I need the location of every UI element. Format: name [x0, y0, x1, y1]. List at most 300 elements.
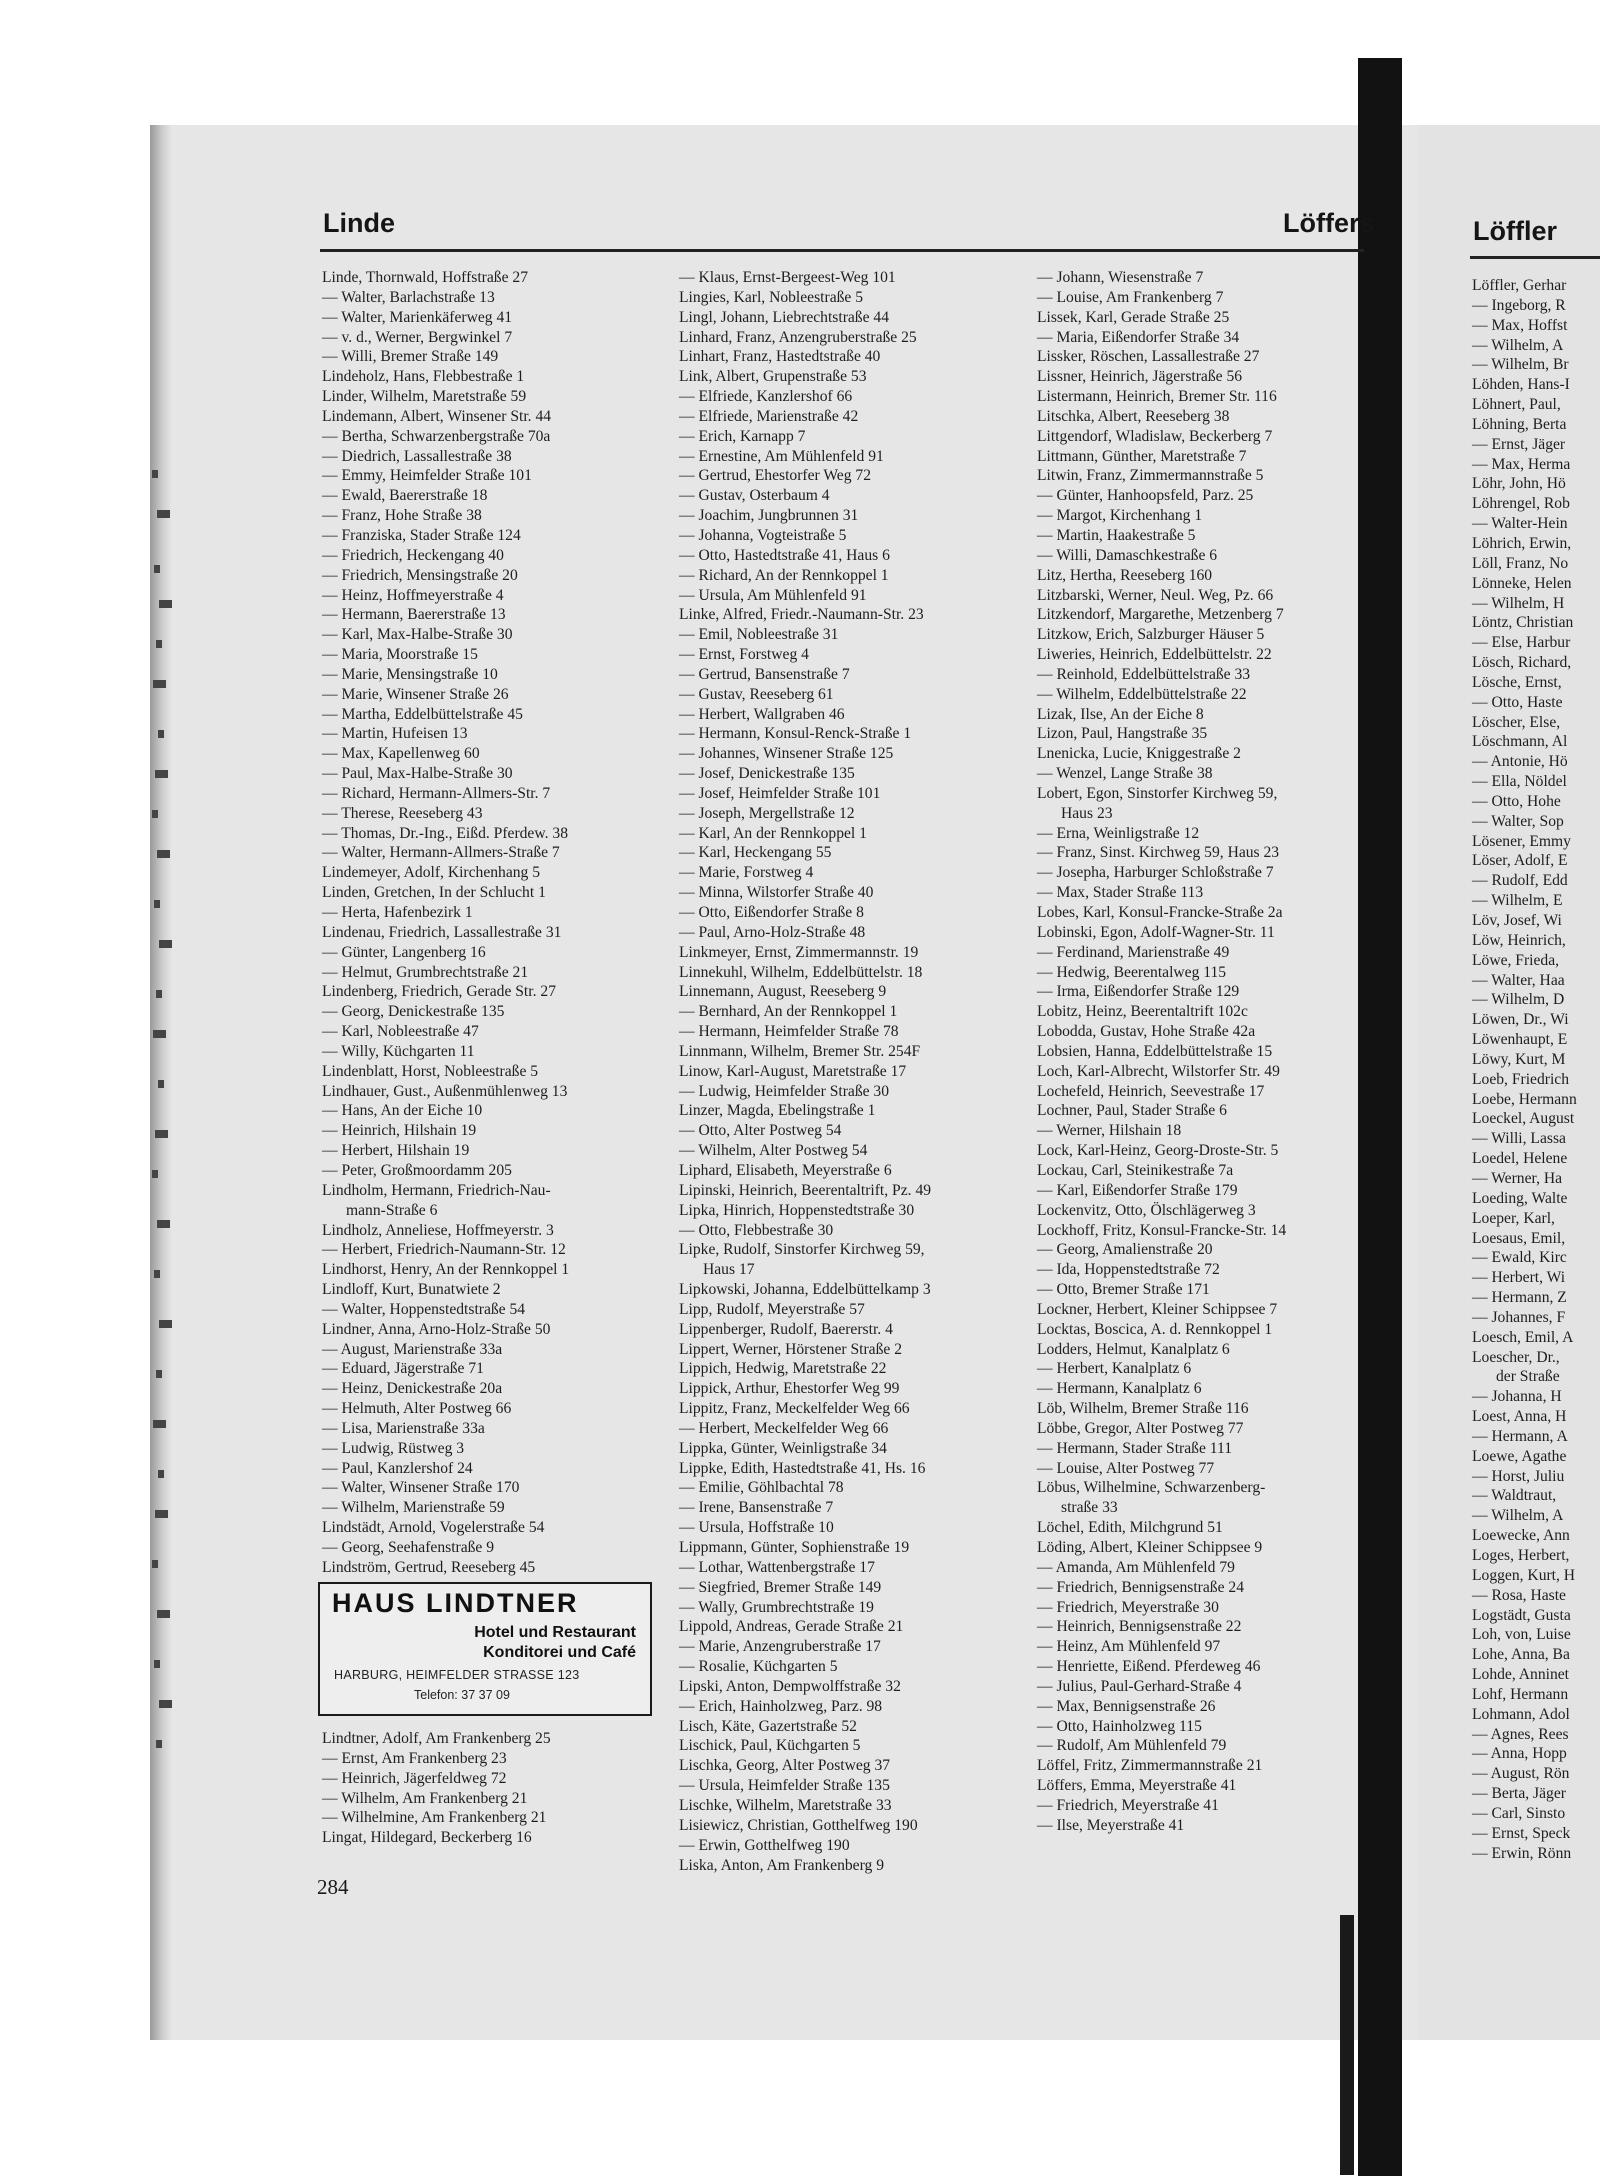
directory-entry: — Hermann, Kanalplatz 6 — [1037, 1380, 1202, 1398]
directory-entry: Lissner, Heinrich, Jägerstraße 56 — [1037, 368, 1243, 386]
directory-entry: — Herbert, Hilshain 19 — [322, 1142, 470, 1160]
directory-entry: — Siegfried, Bremer Straße 149 — [679, 1578, 882, 1596]
directory-entry: Löscher, Else, — [1472, 713, 1561, 731]
directory-entry: — Heinz, Am Mühlenfeld 97 — [1037, 1638, 1221, 1656]
directory-entry: Linder, Wilhelm, Maretstraße 59 — [322, 388, 527, 406]
directory-entry: — Else, Harbur — [1472, 634, 1571, 652]
directory-entry: — Walter, Haa — [1472, 971, 1565, 989]
directory-entry: Loggen, Kurt, H — [1472, 1566, 1576, 1584]
directory-entry: — Hermann, Konsul-Renck-Straße 1 — [679, 725, 912, 743]
edge-mark — [154, 900, 160, 908]
directory-entry: — Wilhelm, Alter Postweg 54 — [679, 1142, 868, 1160]
directory-entry: Löhrengel, Rob — [1472, 495, 1570, 513]
directory-entry: Löhning, Berta — [1472, 415, 1567, 433]
directory-entry: Lindemeyer, Adolf, Kirchenhang 5 — [322, 864, 541, 882]
directory-entry: — Henriette, Eißend. Pferdeweg 46 — [1037, 1658, 1261, 1676]
directory-entry: — Agnes, Rees — [1472, 1725, 1569, 1743]
directory-entry: Lippold, Andreas, Gerade Straße 21 — [679, 1618, 904, 1636]
directory-entry: — Ludwig, Rüstweg 3 — [322, 1439, 465, 1457]
directory-entry: — Berta, Jäger — [1472, 1785, 1566, 1803]
directory-entry: Lischick, Paul, Küchgarten 5 — [679, 1737, 861, 1755]
directory-entry: — Therese, Reeseberg 43 — [322, 804, 483, 822]
directory-entry: — Willi, Lassa — [1472, 1130, 1566, 1148]
directory-entry: — Walter, Winsener Straße 170 — [322, 1479, 520, 1497]
directory-entry: — Herbert, Meckelfelder Weg 66 — [679, 1419, 889, 1437]
directory-entry: — Karl, An der Rennkoppel 1 — [679, 824, 867, 842]
directory-entry: — Ida, Hoppenstedtstraße 72 — [1037, 1261, 1220, 1279]
directory-entry: Lipka, Hinrich, Hoppenstedtstraße 30 — [679, 1201, 915, 1219]
directory-entry: Linde, Thornwald, Hoffstraße 27 — [322, 269, 528, 286]
directory-entry: Lipski, Anton, Dempwolffstraße 32 — [679, 1677, 901, 1695]
directory-entry: — Franz, Hohe Straße 38 — [322, 507, 482, 525]
directory-entry: — Friedrich, Heckengang 40 — [322, 546, 504, 564]
directory-entry: Lnenicka, Lucie, Kniggestraße 2 — [1037, 745, 1241, 763]
directory-entry: — Walter, Barlachstraße 13 — [322, 288, 495, 306]
directory-entry: straße 33 — [1061, 1499, 1118, 1517]
directory-entry: — Heinz, Hoffmeyerstraße 4 — [322, 586, 504, 604]
directory-entry: — Emmy, Heimfelder Straße 101 — [322, 467, 532, 485]
directory-entry: — Johanna, H — [1472, 1388, 1562, 1406]
directory-entry: Lochner, Paul, Stader Straße 6 — [1037, 1102, 1227, 1120]
directory-entry: — Julius, Paul-Gerhard-Straße 4 — [1037, 1677, 1242, 1695]
directory-entry: — Friedrich, Meyerstraße 41 — [1037, 1796, 1219, 1814]
edge-mark — [156, 640, 162, 648]
directory-entry: Loesaus, Emil, — [1472, 1229, 1566, 1247]
directory-entry: — Wilhelm, D — [1472, 991, 1565, 1009]
directory-entry: — Gustav, Osterbaum 4 — [679, 487, 830, 505]
directory-entry: — Lothar, Wattenbergstraße 17 — [679, 1558, 875, 1576]
directory-entry: — Günter, Langenberg 16 — [322, 943, 486, 961]
directory-entry: — Wilhelm, A — [1472, 1507, 1564, 1525]
directory-entry: Lock, Karl-Heinz, Georg-Droste-Str. 5 — [1037, 1142, 1279, 1160]
directory-entry: Lockenvitz, Otto, Ölschlägerweg 3 — [1037, 1201, 1256, 1219]
directory-entry: — Anna, Hopp — [1472, 1745, 1567, 1763]
directory-entry: Lobes, Karl, Konsul-Francke-Straße 2a — [1037, 904, 1283, 921]
directory-entry: Lisch, Käte, Gazertstraße 52 — [679, 1717, 857, 1735]
directory-entry: Loeb, Friedrich — [1472, 1070, 1569, 1088]
directory-entry: — Ernst, Jäger — [1472, 435, 1566, 453]
directory-entry: Liphard, Elisabeth, Meyerstraße 6 — [679, 1161, 892, 1179]
directory-entry: Linkmeyer, Ernst, Zimmermannstr. 19 — [679, 943, 919, 961]
directory-entry: Lockhoff, Fritz, Konsul-Francke-Str. 14 — [1037, 1221, 1287, 1239]
directory-entry: — Otto, Flebbestraße 30 — [679, 1221, 834, 1239]
directory-entry: Loewe, Agathe — [1472, 1447, 1567, 1465]
directory-entry: — Elfriede, Kanzlershof 66 — [679, 388, 853, 406]
directory-entry: Löschmann, Al — [1472, 733, 1568, 751]
directory-entry: — Willi, Damaschkestraße 6 — [1037, 546, 1218, 564]
directory-entry: Lingat, Hildegard, Beckerberg 16 — [322, 1829, 532, 1847]
directory-entry: — Rosa, Haste — [1472, 1586, 1566, 1604]
directory-entry: Löbus, Wilhelmine, Schwarzenberg- — [1037, 1479, 1266, 1497]
edge-mark — [159, 1320, 172, 1328]
directory-entry: — Max, Herma — [1472, 455, 1571, 473]
edge-mark — [154, 1270, 160, 1278]
directory-entry: Lindhorst, Henry, An der Rennkoppel 1 — [322, 1261, 570, 1279]
directory-entry: — Helmut, Grumbrechtstraße 21 — [322, 963, 529, 981]
directory-entry: Litzkendorf, Margarethe, Metzenberg 7 — [1037, 606, 1284, 624]
directory-entry: — Ernestine, Am Mühlenfeld 91 — [679, 447, 884, 465]
directory-entry: Locktas, Boscica, A. d. Rennkoppel 1 — [1037, 1320, 1273, 1338]
directory-entry: — Gustav, Reeseberg 61 — [679, 685, 834, 703]
directory-entry: Lindstädt, Arnold, Vogelerstraße 54 — [322, 1519, 545, 1537]
directory-entry: Loges, Herbert, — [1472, 1547, 1570, 1564]
directory-entry: Lissker, Röschen, Lassallestraße 27 — [1037, 348, 1260, 366]
ad-line-konditorei: Konditorei und Café — [483, 1644, 636, 1661]
directory-entry: — Paul, Kanzlershof 24 — [322, 1459, 473, 1477]
directory-entry: Löwy, Kurt, M — [1472, 1050, 1566, 1068]
directory-entry: — Walter, Sop — [1472, 812, 1564, 830]
directory-entry: — Johann, Wiesenstraße 7 — [1037, 269, 1204, 286]
directory-entry: — Hans, An der Eiche 10 — [322, 1102, 483, 1120]
directory-entry: Lindeholz, Hans, Flebbestraße 1 — [322, 368, 525, 386]
directory-entry: — Antonie, Hö — [1472, 753, 1568, 771]
directory-column-1-continued — [322, 1729, 551, 1848]
directory-entry: Linhart, Franz, Hastedtstraße 40 — [679, 348, 881, 366]
directory-entry: Loch, Karl-Albrecht, Wilstorfer Str. 49 — [1037, 1062, 1280, 1080]
next-page-running-head: Löffler — [1473, 216, 1557, 246]
edge-mark — [159, 1700, 172, 1708]
directory-entry: — Otto, Hastedtstraße 41, Haus 6 — [679, 546, 890, 564]
directory-entry: Lockner, Herbert, Kleiner Schippsee 7 — [1037, 1300, 1278, 1318]
directory-entry: — Richard, Hermann-Allmers-Str. 7 — [322, 784, 551, 802]
advertisement-box — [318, 1582, 652, 1716]
directory-entry: — Wilhelm, Eddelbüttelstraße 22 — [1037, 685, 1247, 703]
directory-entry: Löffers, Emma, Meyerstraße 41 — [1037, 1777, 1237, 1795]
directory-entry: — Gertrud, Bansenstraße 7 — [679, 665, 850, 683]
directory-entry: — Josef, Denickestraße 135 — [679, 765, 855, 783]
directory-entry: — Waldtraut, — [1472, 1487, 1557, 1505]
directory-entry: — Otto, Bremer Straße 171 — [1037, 1281, 1210, 1299]
directory-entry: Linnmann, Wilhelm, Bremer Str. 254F — [679, 1042, 921, 1060]
directory-entry: — Friedrich, Meyerstraße 30 — [1037, 1598, 1219, 1616]
page-number: 284 — [317, 1875, 349, 1899]
directory-entry: — Wilhelm, E — [1472, 892, 1563, 910]
directory-entry: Lippka, Günter, Weinligstraße 34 — [679, 1439, 887, 1457]
directory-entry: Löding, Albert, Kleiner Schippsee 9 — [1037, 1539, 1263, 1556]
edge-mark — [154, 1660, 160, 1668]
directory-entry: — Amanda, Am Mühlenfeld 79 — [1037, 1558, 1235, 1576]
directory-entry: — Wilhelm, A — [1472, 336, 1564, 354]
directory-entry: — Max, Stader Straße 113 — [1037, 884, 1204, 902]
edge-mark — [152, 810, 158, 818]
ad-title: HAUS LINDTNER — [332, 1588, 579, 1618]
directory-entry: Löwe, Frieda, — [1472, 951, 1560, 969]
directory-entry: — Herbert, Wallgraben 46 — [679, 705, 845, 723]
directory-entry: — Herbert, Kanalplatz 6 — [1037, 1360, 1192, 1378]
directory-entry: — Ursula, Am Mühlenfeld 91 — [679, 586, 867, 604]
directory-entry: Linke, Alfred, Friedr.-Naumann-Str. 23 — [679, 606, 924, 624]
directory-entry: — Ella, Nöldel — [1472, 773, 1567, 791]
directory-entry: — Max, Bennigsenstraße 26 — [1037, 1697, 1216, 1715]
edge-mark — [152, 1170, 158, 1178]
directory-entry: Löhr, John, Hö — [1472, 475, 1566, 493]
directory-entry: Litz, Hertha, Reeseberg 160 — [1037, 566, 1213, 584]
directory-entry: Loeper, Karl, — [1472, 1209, 1555, 1227]
directory-entry: Loescher, Dr., — [1472, 1348, 1560, 1366]
directory-entry: Lindemann, Albert, Winsener Str. 44 — [322, 407, 552, 425]
directory-entry: Lindholz, Anneliese, Hoffmeyerstr. 3 — [322, 1221, 554, 1239]
directory-column-3 — [1037, 268, 1286, 1836]
edge-mark — [153, 680, 166, 688]
directory-entry: — Willy, Küchgarten 11 — [322, 1042, 475, 1060]
directory-entry: — Otto, Hainholzweg 115 — [1037, 1717, 1202, 1735]
edge-mark — [158, 1080, 164, 1088]
directory-entry: Loest, Anna, H — [1472, 1408, 1567, 1426]
running-head-right: Löffers — [1283, 208, 1375, 238]
directory-entry: Löll, Franz, No — [1472, 554, 1569, 572]
directory-entry: Löser, Adolf, E — [1472, 852, 1568, 870]
directory-entry: — Friedrich, Bennigsenstraße 24 — [1037, 1578, 1245, 1596]
page-edge-marks — [152, 470, 174, 1770]
directory-entry: Lipke, Rudolf, Sinstorfer Kirchweg 59, — [679, 1241, 925, 1259]
directory-entry: Loesch, Emil, A — [1472, 1328, 1574, 1346]
edge-mark — [159, 940, 172, 948]
directory-entry: Löffel, Fritz, Zimmermannstraße 21 — [1037, 1757, 1263, 1775]
directory-entry: — Lisa, Marienstraße 33a — [322, 1419, 485, 1437]
directory-entry: Lönneke, Helen — [1472, 574, 1572, 592]
directory-entry: — Martin, Hufeisen 13 — [322, 725, 468, 743]
directory-entry: — Friedrich, Mensingstraße 20 — [322, 566, 518, 584]
directory-entry: — Franz, Sinst. Kirchweg 59, Haus 23 — [1037, 844, 1280, 862]
directory-entry: — Wilhelmine, Am Frankenberg 21 — [322, 1809, 547, 1827]
directory-entry: — Georg, Denickestraße 135 — [322, 1003, 505, 1021]
directory-entry: — Emil, Nobleestraße 31 — [679, 626, 839, 644]
edge-mark — [152, 470, 158, 478]
directory-entry: — Georg, Amalienstraße 20 — [1037, 1241, 1213, 1259]
directory-entry: Lösener, Emmy — [1472, 832, 1571, 850]
directory-entry: — Walter, Marienkäferweg 41 — [322, 308, 513, 326]
directory-entry: Lindström, Gertrud, Reeseberg 45 — [322, 1558, 536, 1576]
directory-entry: — Otto, Hohe — [1472, 792, 1561, 810]
directory-entry: — Ernst, Am Frankenberg 23 — [322, 1749, 507, 1767]
directory-entry: Littmann, Günther, Maretstraße 7 — [1037, 447, 1247, 465]
directory-entry: Lobinski, Egon, Adolf-Wagner-Str. 11 — [1037, 923, 1275, 941]
directory-entry: Löwen, Dr., Wi — [1472, 1011, 1569, 1029]
directory-entry: — Ursula, Heimfelder Straße 135 — [679, 1777, 890, 1795]
directory-entry: — Martha, Eddelbüttelstraße 45 — [322, 705, 523, 723]
ad-line-hotel: Hotel und Restaurant — [474, 1624, 636, 1641]
directory-entry: Lippenberger, Rudolf, Baererstr. 4 — [679, 1320, 893, 1338]
directory-entry: Linden, Gretchen, In der Schlucht 1 — [322, 884, 546, 902]
directory-entry: Lindloff, Kurt, Bunatwiete 2 — [322, 1281, 501, 1299]
directory-entry: — Emilie, Göhlbachtal 78 — [679, 1479, 844, 1497]
directory-entry: — Werner, Hilshain 18 — [1037, 1122, 1182, 1140]
directory-entry: Löhden, Hans-I — [1472, 376, 1570, 394]
edge-mark — [158, 1470, 164, 1478]
directory-entry: — Richard, An der Rennkoppel 1 — [679, 566, 889, 584]
directory-entry: — Ilse, Meyerstraße 41 — [1037, 1816, 1185, 1834]
directory-entry: Lippich, Hedwig, Maretstraße 22 — [679, 1360, 887, 1378]
directory-entry: Lippick, Arthur, Ehestorfer Weg 99 — [679, 1380, 900, 1398]
edge-mark — [159, 600, 172, 608]
directory-entry: Lobodda, Gustav, Hohe Straße 42a — [1037, 1023, 1256, 1041]
directory-entry: — Wilhelm, Am Frankenberg 21 — [322, 1789, 528, 1807]
directory-entry: Linnemann, August, Reeseberg 9 — [679, 983, 887, 1001]
directory-entry: — Erwin, Rönn — [1472, 1844, 1572, 1862]
directory-entry: Lohe, Anna, Ba — [1472, 1646, 1570, 1664]
directory-entry: — Johanna, Vogteistraße 5 — [679, 526, 847, 544]
directory-entry: Löwenhaupt, E — [1472, 1031, 1568, 1049]
directory-entry: — Rosalie, Küchgarten 5 — [679, 1658, 838, 1676]
directory-entry: Löffler, Gerhar — [1472, 277, 1567, 294]
directory-entry: — Ferdinand, Marienstraße 49 — [1037, 943, 1230, 961]
book-spine — [1358, 58, 1402, 2176]
directory-entry: — Hermann, Baererstraße 13 — [322, 606, 506, 624]
directory-entry: — Herbert, Friedrich-Naumann-Str. 12 — [322, 1241, 566, 1259]
edge-mark — [157, 1610, 170, 1618]
directory-entry: — Josepha, Harburger Schloßstraße 7 — [1037, 864, 1274, 882]
directory-entry: Logstädt, Gusta — [1472, 1606, 1571, 1624]
directory-entry: Lindhauer, Gust., Außenmühlenweg 13 — [322, 1082, 568, 1100]
directory-entry: Lisiewicz, Christian, Gotthelfweg 190 — [679, 1816, 918, 1834]
directory-entry: — Horst, Juliu — [1472, 1467, 1565, 1485]
directory-entry: — Otto, Alter Postweg 54 — [679, 1122, 842, 1140]
next-page-header-rule — [1470, 256, 1600, 259]
directory-entry: — Walter, Hermann-Allmers-Straße 7 — [322, 844, 560, 862]
directory-entry: — Karl, Max-Halbe-Straße 30 — [322, 626, 513, 644]
directory-entry: — Ewald, Baererstraße 18 — [322, 487, 488, 505]
directory-entry: — Maria, Eißendorfer Straße 34 — [1037, 328, 1240, 346]
directory-entry: Lockau, Carl, Steinikestraße 7a — [1037, 1161, 1234, 1179]
directory-entry: — Rudolf, Am Mühlenfeld 79 — [1037, 1737, 1227, 1755]
directory-entry: — Wilhelm, Marienstraße 59 — [322, 1499, 505, 1517]
directory-entry: — Franziska, Stader Straße 124 — [322, 526, 521, 544]
directory-entry: Lipinski, Heinrich, Beerentaltrift, Pz. 49 — [679, 1181, 932, 1199]
edge-mark — [152, 1560, 158, 1568]
directory-entry: — Rudolf, Edd — [1472, 872, 1568, 890]
directory-entry: Haus 23 — [1061, 804, 1113, 822]
edge-mark — [156, 1740, 162, 1748]
directory-entry: Löntz, Christian — [1472, 614, 1574, 632]
directory-entry: — Hermann, A — [1472, 1427, 1568, 1445]
directory-entry: — Bertha, Schwarzenbergstraße 70a — [322, 427, 551, 445]
spine-shadow — [1340, 1915, 1354, 2175]
directory-entry: Lindner, Anna, Arno-Holz-Straße 50 — [322, 1320, 551, 1338]
directory-entry: — Otto, Eißendorfer Straße 8 — [679, 904, 864, 921]
directory-entry: — Ernst, Speck — [1472, 1824, 1571, 1842]
directory-entry: — Erna, Weinligstraße 12 — [1037, 824, 1200, 842]
ad-address: HARBURG, HEIMFELDER STRASSE 123 — [334, 1668, 580, 1682]
directory-entry: Lohmann, Adol — [1472, 1705, 1570, 1723]
ad-phone: Telefon: 37 37 09 — [414, 1688, 510, 1702]
directory-entry: Lodders, Helmut, Kanalplatz 6 — [1037, 1340, 1230, 1358]
directory-entry: — Günter, Hanhoopsfeld, Parz. 25 — [1037, 487, 1254, 505]
directory-entry: — Elfriede, Marienstraße 42 — [679, 407, 859, 425]
directory-entry: Haus 17 — [703, 1261, 755, 1279]
directory-column-2 — [679, 268, 931, 1875]
directory-entry: — Paul, Arno-Holz-Straße 48 — [679, 923, 866, 941]
directory-entry: — Reinhold, Eddelbüttelstraße 33 — [1037, 665, 1251, 683]
directory-entry: Lizon, Paul, Hangstraße 35 — [1037, 725, 1208, 743]
directory-entry: Lösche, Ernst, — [1472, 673, 1562, 691]
directory-entry: — Maria, Moorstraße 15 — [322, 646, 478, 664]
directory-entry: — Marie, Mensingstraße 10 — [322, 665, 498, 683]
directory-entry: Listermann, Heinrich, Bremer Str. 116 — [1037, 388, 1277, 406]
directory-entry: Litzbarski, Werner, Neul. Weg, Pz. 66 — [1037, 586, 1274, 604]
directory-entry: Lindenau, Friedrich, Lassallestraße 31 — [322, 923, 562, 941]
edge-mark — [158, 730, 164, 738]
directory-entry: — Heinrich, Jägerfeldweg 72 — [322, 1769, 507, 1787]
directory-entry: Lohde, Anninet — [1472, 1666, 1570, 1684]
directory-entry: Lischka, Georg, Alter Postweg 37 — [679, 1757, 891, 1775]
edge-mark — [155, 1130, 168, 1138]
directory-column-1 — [322, 268, 569, 1578]
directory-entry: Lösch, Richard, — [1472, 654, 1572, 672]
directory-entry: — Joachim, Jungbrunnen 31 — [679, 507, 859, 525]
edge-mark — [156, 990, 162, 998]
directory-entry: — Wilhelm, H — [1472, 594, 1565, 612]
directory-entry: Loewecke, Ann — [1472, 1527, 1570, 1545]
directory-entry: Loebe, Hermann — [1472, 1090, 1577, 1108]
directory-entry: Linnekuhl, Wilhelm, Eddelbüttelstr. 18 — [679, 963, 923, 981]
edge-mark — [157, 850, 170, 858]
directory-entry: — Karl, Eißendorfer Straße 179 — [1037, 1181, 1238, 1199]
directory-entry: Lischke, Wilhelm, Maretstraße 33 — [679, 1796, 892, 1814]
directory-entry: — Martin, Haakestraße 5 — [1037, 526, 1196, 544]
directory-entry: Lipp, Rudolf, Meyerstraße 57 — [679, 1300, 865, 1318]
directory-entry: Liweries, Heinrich, Eddelbüttelstr. 22 — [1037, 646, 1272, 664]
directory-entry: — Margot, Kirchenhang 1 — [1037, 507, 1203, 525]
header-rule — [320, 249, 1364, 252]
directory-entry: Lindenblatt, Horst, Nobleestraße 5 — [322, 1062, 539, 1080]
directory-entry: — Louise, Alter Postweg 77 — [1037, 1459, 1215, 1477]
directory-entry: Linzer, Magda, Ebelingstraße 1 — [679, 1102, 876, 1120]
directory-entry: Lobsien, Hanna, Eddelbüttelstraße 15 — [1037, 1042, 1273, 1060]
directory-entry: — Max, Kapellenweg 60 — [322, 745, 480, 763]
directory-entry: Litwin, Franz, Zimmermannstraße 5 — [1037, 467, 1264, 485]
directory-entry: Lohf, Hermann — [1472, 1685, 1569, 1703]
directory-entry: — Gertrud, Ehestorfer Weg 72 — [679, 467, 872, 485]
directory-entry: Lizak, Ilse, An der Eiche 8 — [1037, 705, 1204, 723]
directory-entry: — Wally, Grumbrechtstraße 19 — [679, 1598, 874, 1616]
directory-entry: — Karl, Heckengang 55 — [679, 844, 832, 862]
edge-mark — [155, 1510, 168, 1518]
directory-entry: — Werner, Ha — [1472, 1169, 1563, 1187]
directory-entry: — Ludwig, Heimfelder Straße 30 — [679, 1082, 890, 1100]
directory-entry: Loeding, Walte — [1472, 1189, 1568, 1207]
directory-entry: — Bernhard, An der Rennkoppel 1 — [679, 1003, 898, 1021]
directory-entry: Lindenberg, Friedrich, Gerade Str. 27 — [322, 983, 556, 1001]
directory-entry: — Walter, Hoppenstedtstraße 54 — [322, 1300, 526, 1318]
directory-entry: — Johannes, Winsener Straße 125 — [679, 745, 894, 763]
directory-entry: Loedel, Helene — [1472, 1150, 1568, 1168]
directory-entry: — Irma, Eißendorfer Straße 129 — [1037, 983, 1240, 1001]
directory-entry: — Marie, Winsener Straße 26 — [322, 685, 509, 703]
directory-entry: Lipkowski, Johanna, Eddelbüttelkamp 3 — [679, 1281, 931, 1299]
directory-entry: — August, Rön — [1472, 1765, 1570, 1783]
directory-entry: — Erich, Hainholzweg, Parz. 98 — [679, 1697, 883, 1715]
directory-entry: — Irene, Bansenstraße 7 — [679, 1499, 834, 1517]
directory-entry: — Walter-Hein — [1472, 515, 1568, 533]
directory-entry: Lindtner, Adolf, Am Frankenberg 25 — [322, 1730, 551, 1747]
directory-entry: — Willi, Bremer Straße 149 — [322, 348, 499, 366]
directory-entry: — Herta, Hafenbezirk 1 — [322, 904, 473, 921]
edge-mark — [155, 770, 168, 778]
directory-entry: — Max, Hoffst — [1472, 316, 1568, 334]
directory-entry: — August, Marienstraße 33a — [322, 1340, 503, 1358]
directory-entry: — Karl, Nobleestraße 47 — [322, 1023, 479, 1041]
directory-entry: Linhard, Franz, Anzengruberstraße 25 — [679, 328, 917, 346]
directory-entry: — Erwin, Gotthelfweg 190 — [679, 1836, 850, 1854]
directory-entry: Linow, Karl-August, Maretstraße 17 — [679, 1062, 907, 1080]
directory-entry: Liska, Anton, Am Frankenberg 9 — [679, 1856, 885, 1874]
directory-entry: — Heinrich, Bennigsenstraße 22 — [1037, 1618, 1242, 1636]
directory-entry: Löhnert, Paul, — [1472, 396, 1561, 414]
next-page-column — [1472, 276, 1577, 1864]
directory-entry: — Georg, Seehafenstraße 9 — [322, 1539, 495, 1556]
directory-entry: Löb, Wilhelm, Bremer Straße 116 — [1037, 1400, 1249, 1418]
directory-entry: Loh, von, Luise — [1472, 1626, 1571, 1644]
